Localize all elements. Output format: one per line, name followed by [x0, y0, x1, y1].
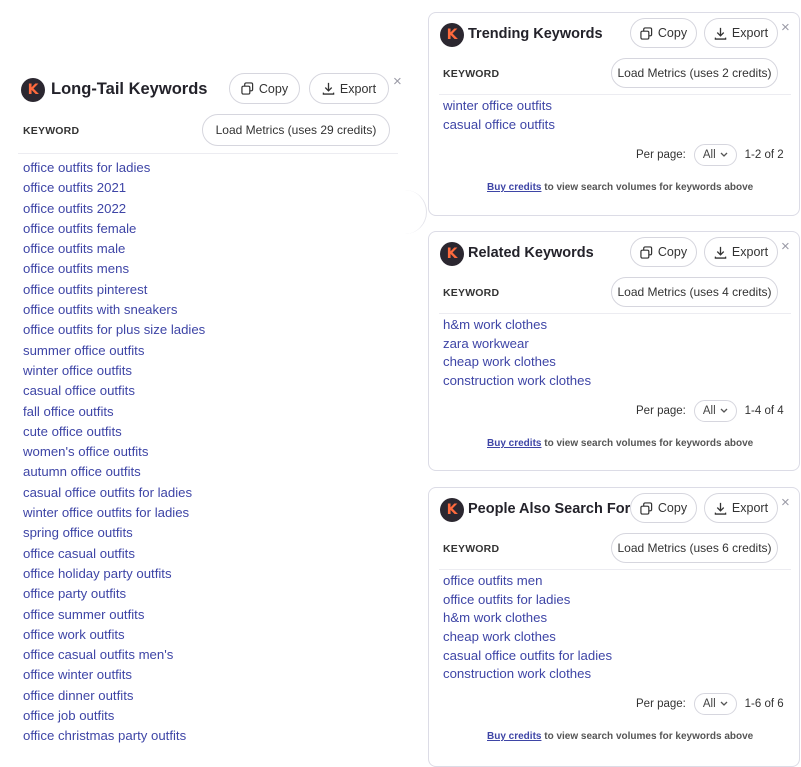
keyword-row: [23, 442, 205, 462]
pasf-load-metrics-button[interactable]: Load Metrics (uses 6 credits): [611, 533, 778, 563]
keyword-link[interactable]: office outfits men: [443, 573, 543, 588]
keyword-link[interactable]: office outfits mens: [23, 261, 130, 277]
keyword-link[interactable]: office dinner outfits: [23, 687, 134, 703]
keywords-everywhere-logo: K: [440, 498, 464, 522]
longtail-close-icon[interactable]: ×: [393, 73, 402, 90]
related-column-header: KEYWORD: [443, 287, 500, 299]
buy-credits-link[interactable]: Buy credits: [487, 182, 542, 193]
keyword-row: [443, 353, 591, 372]
keyword-row: [443, 591, 612, 610]
copy-icon: [640, 502, 653, 515]
keyword-row: [23, 686, 205, 706]
keyword-link[interactable]: h&m work clothes: [443, 610, 548, 626]
related-title: Related Keywords: [468, 245, 594, 261]
chevron-down-icon: [720, 701, 728, 707]
keyword-row: [443, 116, 555, 135]
keyword-row: [23, 219, 205, 239]
keywords-everywhere-logo: K: [440, 242, 464, 266]
trending-card: [428, 12, 800, 216]
page-range: 1-2 of 2: [744, 149, 784, 161]
keyword-row: [443, 97, 555, 116]
keyword-link[interactable]: office outfits male: [23, 241, 126, 257]
keyword-row: [23, 178, 205, 198]
keyword-link[interactable]: office party outfits: [23, 586, 127, 602]
related-card: [428, 231, 800, 471]
keyword-row: [23, 645, 205, 665]
keyword-link[interactable]: casual office outfits: [23, 383, 135, 399]
trending-load-metrics-button[interactable]: Load Metrics (uses 2 credits): [611, 58, 778, 88]
keyword-row: [23, 462, 205, 482]
chevron-down-icon: [720, 152, 728, 158]
related-keyword-list: [443, 316, 591, 391]
download-icon: [714, 502, 727, 515]
related-close-icon[interactable]: ×: [781, 238, 790, 255]
keyword-row: [443, 647, 612, 666]
keyword-link[interactable]: winter office outfits for ladies: [23, 505, 190, 521]
trending-copy-button[interactable]: [630, 18, 697, 48]
buy-credits-link[interactable]: Buy credits: [487, 731, 542, 742]
buy-credits-link[interactable]: Buy credits: [487, 438, 542, 449]
pasf-column-header: KEYWORD: [443, 543, 500, 555]
keyword-link[interactable]: office outfits for plus size ladies: [23, 322, 206, 338]
keyword-link[interactable]: fall office outfits: [23, 403, 114, 419]
keyword-link[interactable]: office outfits female: [23, 220, 137, 236]
trending-title: Trending Keywords: [468, 26, 603, 42]
divider: [439, 313, 791, 314]
keyword-link[interactable]: office job outfits: [23, 708, 115, 724]
keyword-row: [23, 239, 205, 259]
keyword-row: [23, 706, 205, 726]
download-icon: [714, 246, 727, 259]
keyword-link[interactable]: winter office outfits: [443, 98, 552, 113]
trending-column-header: KEYWORD: [443, 68, 500, 80]
divider: [439, 94, 791, 95]
trending-close-icon[interactable]: ×: [781, 19, 790, 36]
keyword-link[interactable]: office winter outfits: [23, 667, 132, 683]
keyword-row: [23, 625, 205, 645]
trending-buy-credits-note: [487, 182, 753, 193]
keyword-row: [23, 564, 205, 584]
related-copy-button[interactable]: [630, 237, 697, 267]
keyword-row: [23, 523, 205, 543]
keyword-link[interactable]: office christmas party outfits: [23, 728, 187, 744]
copy-label: Copy: [657, 26, 688, 40]
keyword-link[interactable]: office outfits pinterest: [23, 281, 148, 297]
keyword-row: [443, 316, 591, 335]
keyword-row: [23, 605, 205, 625]
trending-keyword-list: [443, 97, 555, 134]
keyword-link[interactable]: casual office outfits for ladies: [443, 647, 613, 663]
keyword-row: [23, 158, 205, 178]
keyword-row: [23, 361, 205, 381]
keyword-link[interactable]: office outfits 2021: [23, 180, 127, 196]
chevron-down-icon: [720, 408, 728, 414]
keyword-link[interactable]: office work outfits: [23, 626, 125, 642]
export-label: Export: [339, 81, 377, 96]
per-page-label: Per page:: [636, 698, 686, 710]
buy-credits-text: to view search volumes for keywords above: [541, 438, 754, 449]
related-pagination: [636, 400, 784, 422]
pasf-card: [428, 487, 800, 767]
keyword-link[interactable]: office outfits for ladies: [443, 591, 571, 607]
keyword-link[interactable]: cheap work clothes: [443, 354, 556, 370]
related-export-button[interactable]: [704, 237, 778, 267]
per-page-select[interactable]: [694, 693, 737, 715]
pasf-buy-credits-note: [487, 731, 753, 742]
copy-label: Copy: [258, 81, 289, 96]
keyword-link[interactable]: zara workwear: [443, 335, 529, 351]
pasf-close-icon[interactable]: ×: [781, 494, 790, 511]
keyword-row: [23, 341, 205, 361]
copy-icon: [640, 27, 653, 40]
export-label: Export: [731, 26, 769, 40]
trending-export-button[interactable]: [704, 18, 778, 48]
longtail-keyword-list: [23, 158, 205, 747]
related-buy-credits-note: [487, 438, 753, 449]
longtail-export-button[interactable]: [309, 73, 389, 104]
per-page-value: All: [702, 149, 716, 161]
longtail-title: Long-Tail Keywords: [51, 80, 208, 98]
pasf-export-button[interactable]: [704, 493, 778, 523]
keyword-row: [23, 199, 205, 219]
longtail-copy-button[interactable]: [229, 73, 300, 104]
keyword-link[interactable]: office holiday party outfits: [23, 565, 172, 581]
buy-credits-text: to view search volumes for keywords above: [541, 182, 754, 193]
longtail-load-metrics-button[interactable]: Load Metrics (uses 29 credits): [202, 114, 390, 146]
export-label: Export: [731, 245, 769, 259]
keyword-link[interactable]: construction work clothes: [443, 373, 592, 389]
keyword-row: [23, 544, 205, 564]
keyword-row: [23, 665, 205, 685]
divider: [439, 569, 791, 570]
download-icon: [714, 27, 727, 40]
keyword-row: [23, 381, 205, 401]
page-range: 1-4 of 4: [744, 405, 784, 417]
keyword-row: [23, 422, 205, 442]
keyword-row: [443, 372, 591, 391]
page-range: 1-6 of 6: [744, 698, 784, 710]
keyword-link[interactable]: cute office outfits: [23, 423, 122, 439]
per-page-label: Per page:: [636, 149, 686, 161]
keyword-row: [23, 259, 205, 279]
keyword-row: [23, 503, 205, 523]
keyword-row: [443, 628, 612, 647]
per-page-label: Per page:: [636, 405, 686, 417]
keyword-row: [443, 572, 612, 591]
copy-icon: [241, 82, 254, 95]
keyword-link[interactable]: h&m work clothes: [443, 317, 548, 332]
keyword-link[interactable]: women's office outfits: [23, 444, 149, 460]
keyword-row: [443, 609, 612, 628]
keyword-row: [23, 300, 205, 320]
keyword-link[interactable]: winter office outfits: [23, 362, 132, 378]
keyword-row: [443, 665, 612, 684]
per-page-select[interactable]: [694, 144, 737, 166]
divider: [18, 153, 398, 154]
copy-label: Copy: [657, 501, 688, 515]
keyword-row: [23, 483, 205, 503]
keyword-row: [23, 402, 205, 422]
keyword-row: [23, 584, 205, 604]
keyword-link[interactable]: office outfits with sneakers: [23, 302, 178, 318]
copy-label: Copy: [657, 245, 688, 259]
keyword-link[interactable]: office summer outfits: [23, 606, 145, 622]
pasf-title: People Also Search For: [468, 501, 631, 517]
pasf-pagination: [636, 693, 784, 715]
keyword-link[interactable]: casual office outfits: [443, 116, 555, 132]
keyword-link[interactable]: construction work clothes: [443, 666, 592, 682]
keywords-everywhere-logo: K: [440, 23, 464, 47]
keyword-row: [23, 320, 205, 340]
keyword-link[interactable]: summer office outfits: [23, 342, 145, 358]
per-page-value: All: [702, 698, 716, 710]
keyword-link[interactable]: cheap work clothes: [443, 629, 556, 645]
keywords-everywhere-logo: K: [21, 78, 45, 102]
keyword-link[interactable]: autumn office outfits: [23, 464, 141, 480]
keyword-row: [443, 335, 591, 354]
keyword-link[interactable]: casual office outfits for ladies: [23, 484, 193, 500]
per-page-select[interactable]: [694, 400, 737, 422]
per-page-value: All: [702, 405, 716, 417]
keyword-link[interactable]: spring office outfits: [23, 525, 133, 541]
keyword-row: [23, 726, 205, 746]
keyword-link[interactable]: office casual outfits: [23, 545, 135, 561]
download-icon: [322, 82, 335, 95]
copy-icon: [640, 246, 653, 259]
pasf-copy-button[interactable]: [630, 493, 697, 523]
keyword-link[interactable]: office outfits 2022: [23, 200, 127, 216]
related-load-metrics-button[interactable]: Load Metrics (uses 4 credits): [611, 277, 778, 307]
export-label: Export: [731, 501, 769, 515]
panel-edge-decoration: [398, 190, 427, 234]
keyword-link[interactable]: office outfits for ladies: [23, 160, 151, 175]
trending-pagination: [636, 144, 784, 166]
keyword-row: [23, 280, 205, 300]
longtail-column-header: KEYWORD: [23, 125, 80, 137]
buy-credits-text: to view search volumes for keywords above: [541, 731, 754, 742]
pasf-keyword-list: [443, 572, 612, 684]
keyword-link[interactable]: office casual outfits men's: [23, 647, 174, 663]
